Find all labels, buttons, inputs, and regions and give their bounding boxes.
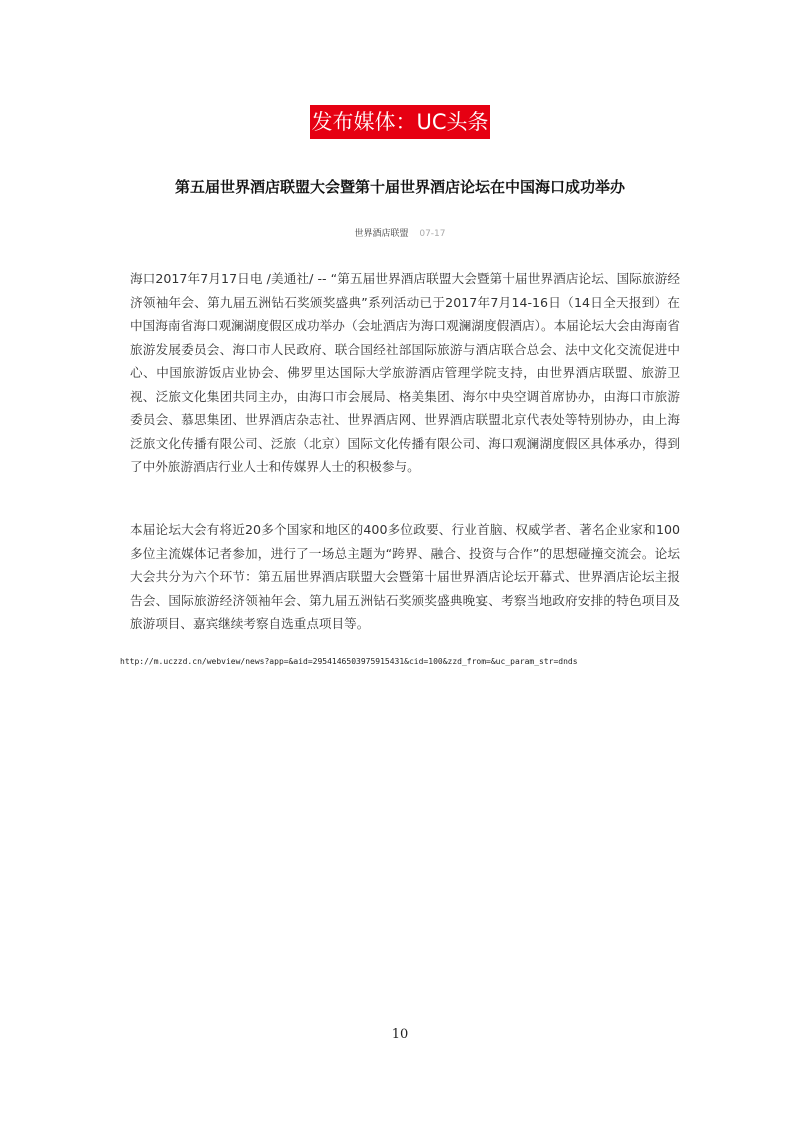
article-title: 第五届世界酒店联盟大会暨第十届世界酒店论坛在中国海口成功举办 bbox=[174, 178, 625, 196]
publisher-banner: 发布媒体：UC头条 bbox=[310, 105, 490, 139]
source-url: http://m.uczzd.cn/webview/news?app=&aid=2954146503975915431&cid=100&zzd_from=&uc_param_str=dnds bbox=[120, 657, 578, 666]
article-paragraph: 海口2017年7月17日电 /美通社/ -- “第五届世界酒店联盟大会暨第十届世界酒店论坛、国际旅游经济领袖年会、第九届五洲钻石奖颁奖盛典”系列活动已于2017年7月14-16日（14日全天报到）在中国海南省海口观澜湖度假区成功举办（会址酒店为海口观澜湖度假酒店）。本届论坛大会由海南省旅游发展委员会、海口市人民政府、联合国经社部国际旅游与酒店联合总会、法中文化交流促进中心、中国旅游饭店业协会、佛罗里达国际大学旅游酒店管理学院支持，由世界酒店联盟、旅游卫视、泛旅文化集团共同主办，由海口市会展局、格美集团、海尔中央空调首席协办，由海口市旅游委员会、慕思集团、世界酒店杂志社、世界酒店网、世界酒店联盟北京代表处等特别协办，由上海泛旅文化传播有限公司、泛旅（北京）国际文化传播有限公司、海口观澜湖度假区具体承办，得到了中外旅游酒店行业人士和传媒界人士的积极参与。 bbox=[130, 271, 680, 474]
article-byline bbox=[160, 228, 640, 240]
page-number: 10 bbox=[391, 1027, 409, 1042]
article-date: 07-17 bbox=[419, 229, 446, 239]
article-paragraph: 本届论坛大会有将近20多个国家和地区的400多位政要、行业首脑、权威学者、著名企业家和100多位主流媒体记者参加，进行了一场总主题为“跨界、融合、投资与合作”的思想碰撞交流会。论坛大会共分为六个环节：第五届世界酒店联盟大会暨第十届世界酒店论坛开幕式、世界酒店论坛主报告会、国际旅游经济领袖年会、第九届五洲钻石奖颁奖盛典晚宴、考察当地政府安排的特色项目及旅游项目、嘉宾继续考察自选重点项目等。 bbox=[130, 522, 680, 631]
article-source: 世界酒店联盟 bbox=[354, 229, 409, 239]
